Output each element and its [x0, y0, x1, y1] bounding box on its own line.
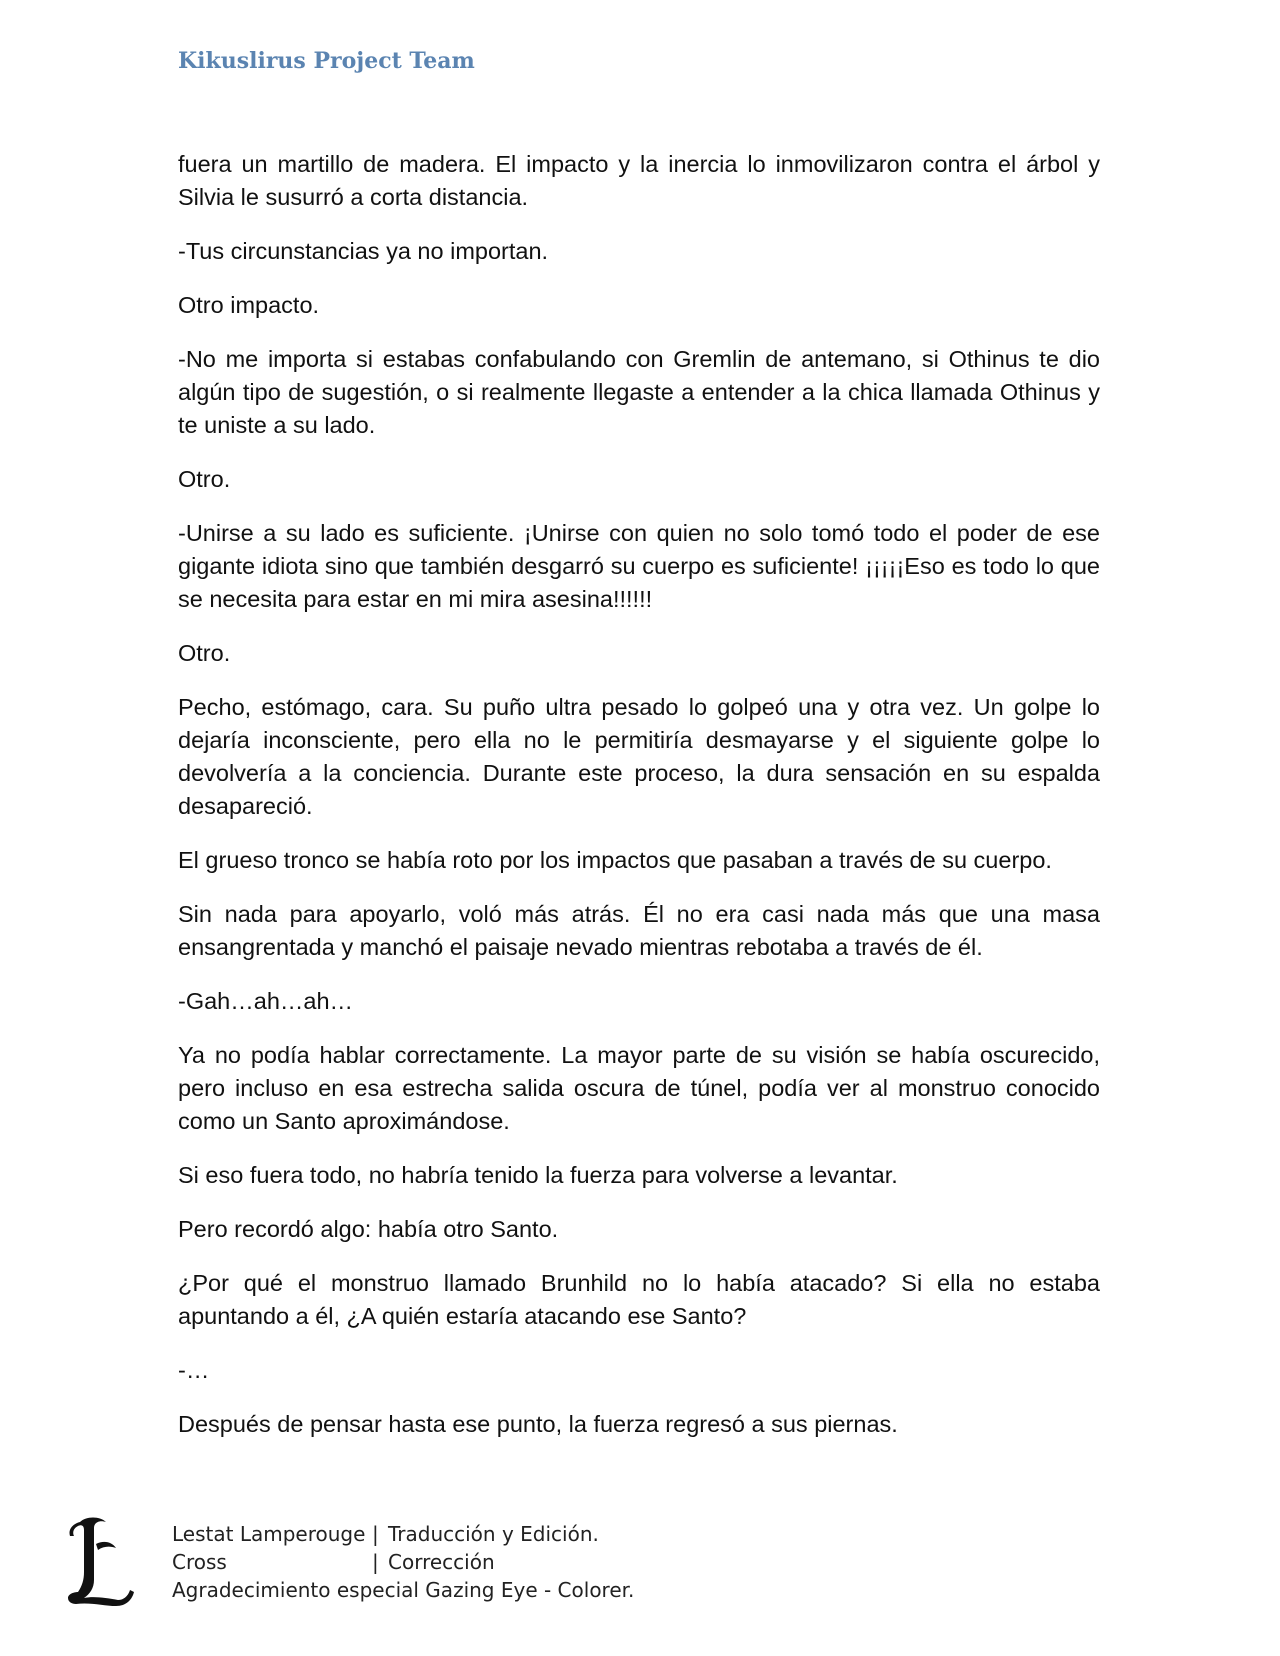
- paragraph: Pero recordó algo: había otro Santo.: [178, 1216, 559, 1242]
- paragraph: -No me importa si estabas confabulando con Gremlin de antemano, si Othinus te dio algún tipo de sugestión, o si realmente llegaste a entender a la chica llamada Othinus y te uniste a su lado.: [178, 346, 1100, 438]
- credit-row: [172, 1520, 634, 1548]
- paragraph: -Gah…ah…ah…: [178, 988, 354, 1014]
- paragraph: fuera un martillo de madera. El impacto y la inercia lo inmovilizaron contra el árbol y Silvia le susurró a corta distancia.: [178, 151, 1100, 210]
- paragraph: ¿Por qué el monstruo llamado Brunhild no lo había atacado? Si ella no estaba apuntando a él, ¿A quién estaría atacando ese Santo?: [178, 1270, 1100, 1329]
- gothic-letter-l-logo-icon: [66, 1514, 136, 1606]
- paragraph: Otro.: [178, 466, 231, 492]
- paragraph: -…: [178, 1357, 210, 1383]
- credit-role: Corrección: [388, 1550, 495, 1574]
- paragraph: -Unirse a su lado es suficiente. ¡Unirse con quien no solo tomó todo el poder de ese gigante idiota sino que también desgarró su cuerpo es suficiente! ¡¡¡¡¡Eso es todo lo que se necesita para estar en mi mira asesina!!!!!!: [178, 520, 1100, 612]
- credit-separator: |: [372, 1550, 379, 1574]
- paragraph: Otro impacto.: [178, 292, 320, 318]
- credit-name: Lestat Lamperouge: [172, 1522, 366, 1546]
- paragraph: El grueso tronco se había roto por los impactos que pasaban a través de su cuerpo.: [178, 847, 1052, 873]
- paragraph: Sin nada para apoyarlo, voló más atrás. Él no era casi nada más que una masa ensangrentada y manchó el paisaje nevado mientras rebotaba a través de él.: [178, 901, 1100, 960]
- paragraph: -Tus circunstancias ya no importan.: [178, 238, 549, 264]
- credits-block: [172, 1520, 634, 1604]
- document-body: [178, 148, 1100, 1462]
- credit-role: Traducción y Edición.: [388, 1522, 599, 1546]
- credit-separator: |: [372, 1522, 379, 1546]
- thanks-line: Agradecimiento especial Gazing Eye - Colorer.: [172, 1578, 635, 1602]
- credit-name: Cross: [172, 1550, 227, 1574]
- team-header: Kikuslirus Project Team: [178, 48, 475, 74]
- paragraph: Pecho, estómago, cara. Su puño ultra pesado lo golpeó una y otra vez. Un golpe lo dejaría inconsciente, pero ella no le permitiría desmayarse y el siguiente golpe lo devolvería a la conciencia. Durante este proceso, la dura sensación en su espalda desapareció.: [178, 694, 1100, 819]
- paragraph: Después de pensar hasta ese punto, la fuerza regresó a sus piernas.: [178, 1411, 898, 1437]
- page-footer: [60, 1514, 760, 1614]
- credit-row: [172, 1548, 634, 1576]
- paragraph: Si eso fuera todo, no habría tenido la fuerza para volverse a levantar.: [178, 1162, 898, 1188]
- paragraph: Otro.: [178, 640, 231, 666]
- paragraph: Ya no podía hablar correctamente. La mayor parte de su visión se había oscurecido, pero incluso en esa estrecha salida oscura de túnel, podía ver al monstruo conocido como un Santo aproximándose.: [178, 1042, 1100, 1134]
